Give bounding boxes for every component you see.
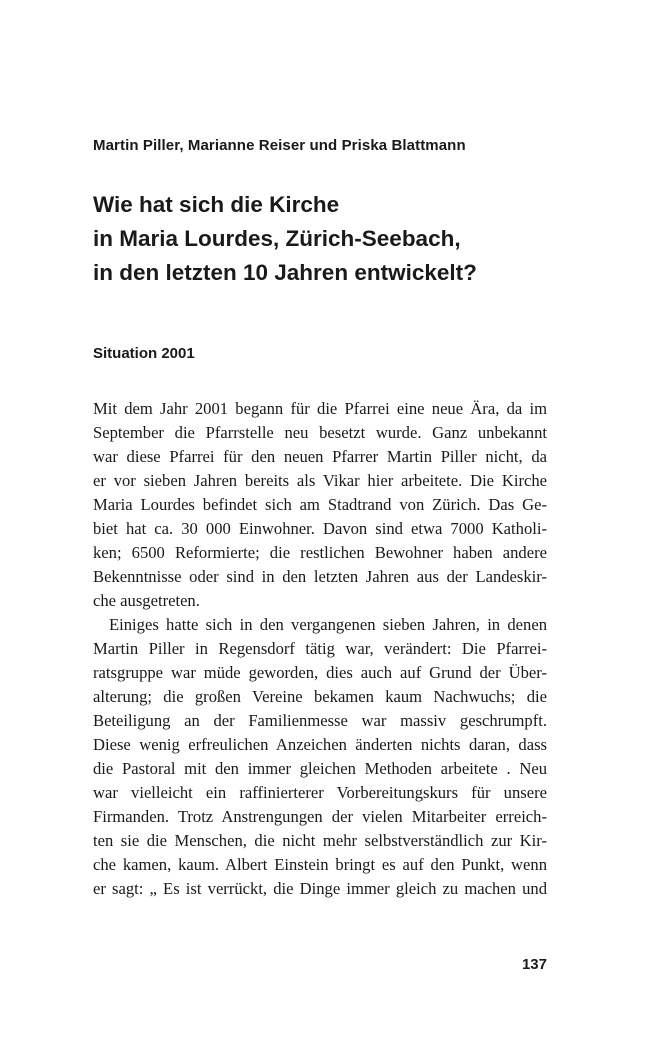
body-line: die Pastoral mit den immer gleichen Methoden arbeitete . Neu xyxy=(93,759,547,778)
body-line: September die Pfarrstelle neu besetzt wurde. Ganz unbekannt xyxy=(93,423,547,442)
body-text xyxy=(93,397,547,901)
body-line: ken; 6500 Reformierte; die restlichen Bewohner haben andere xyxy=(93,543,547,562)
body-line: ten sie die Menschen, die nicht mehr selbstverständlich zur Kir- xyxy=(93,831,547,850)
chapter-authors: Martin Piller, Marianne Reiser und Priska Blattmann xyxy=(93,137,466,154)
body-line: Martin Piller in Regensdorf tätig war, verändert: Die Pfarrei- xyxy=(93,639,547,658)
section-heading: Situation 2001 xyxy=(93,345,195,362)
body-line: Firmanden. Trotz Anstrengungen der vielen Mitarbeiter erreich- xyxy=(93,807,547,826)
body-line: Maria Lourdes befindet sich am Stadtrand von Zürich. Das Ge- xyxy=(93,495,547,514)
body-line: Mit dem Jahr 2001 begann für die Pfarrei eine neue Ära, da im xyxy=(93,399,547,418)
body-line: alterung; die großen Vereine bekamen kaum Nachwuchs; die xyxy=(93,687,547,706)
body-line: Diese wenig erfreulichen Anzeichen änderten nichts daran, dass xyxy=(93,735,547,754)
chapter-title-line: Wie hat sich die Kirche xyxy=(93,192,340,217)
body-line: biet hat ca. 30 000 Einwohner. Davon sind etwa 7000 Katholi- xyxy=(93,519,547,538)
body-line: Bekenntnisse oder sind in den letzten Jahren aus der Landeskir- xyxy=(93,567,547,586)
chapter-title-line: in den letzten 10 Jahren entwickelt? xyxy=(93,260,477,285)
chapter-title xyxy=(93,188,563,290)
page-number: 137 xyxy=(521,956,547,973)
body-line: Einiges hatte sich in den vergangenen sieben Jahren, in denen xyxy=(109,615,547,634)
body-line: che kamen, kaum. Albert Einstein bringt es auf den Punkt, wenn xyxy=(93,855,547,874)
body-line: er sagt: „ Es ist verrückt, die Dinge immer gleich zu machen und xyxy=(93,879,547,898)
body-line: Beteiligung an der Familienmesse war massiv geschrumpft. xyxy=(93,711,547,730)
body-line: war vielleicht ein raffinierterer Vorbereitungskurs für unsere xyxy=(93,783,547,802)
chapter-title-line: in Maria Lourdes, Zürich-Seebach, xyxy=(93,226,461,251)
body-line: che ausgetreten. xyxy=(93,591,200,610)
body-line: war diese Pfarrei für den neuen Pfarrer Martin Piller nicht, da xyxy=(93,447,547,466)
body-line: ratsgruppe war müde geworden, dies auch auf Grund der Über- xyxy=(93,663,547,682)
body-line: er vor sieben Jahren bereits als Vikar hier arbeitete. Die Kirche xyxy=(93,471,547,490)
